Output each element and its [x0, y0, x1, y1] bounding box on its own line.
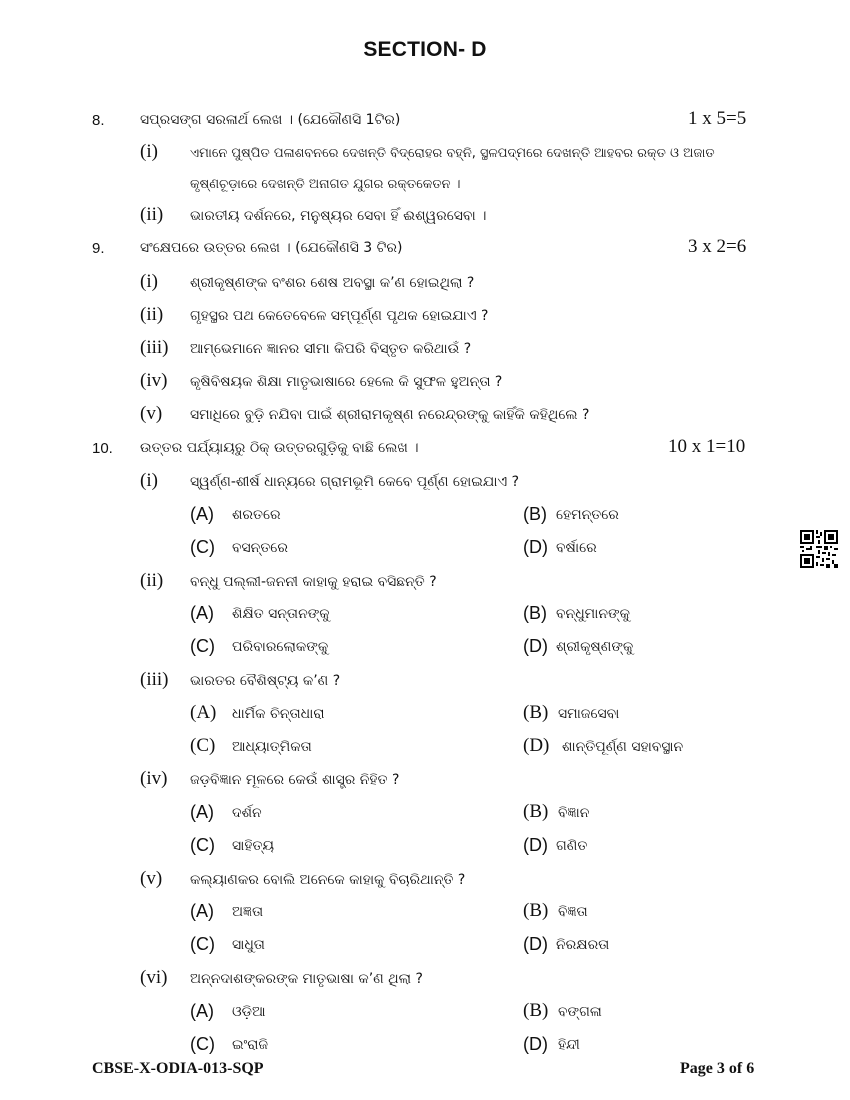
- option-label: (C): [190, 537, 215, 557]
- option-text: ଶିକ୍ଷିତ ସନ୍ତାନଙ୍କୁ: [232, 606, 330, 622]
- option-label: (D): [523, 537, 548, 557]
- passage-line: କୃଷ୍ଣଚୂଡ଼ାରେ ଦେଖନ୍ତି ଅନାଗତ ଯୁଗର ରକ୍ତକେତନ ।: [190, 177, 461, 192]
- option-label: (C): [190, 735, 216, 756]
- option-text: ଶରତରେ: [232, 507, 281, 523]
- option-text: ବନ୍ଧୁମାନଙ୍କୁ: [556, 606, 630, 622]
- sub-question-text: ଆମ୍ଭେମାନେ ଜ୍ଞାନର ସୀମା କିପରି ବିସ୍ତୃତ କରିଥାଉଁ ?: [190, 341, 472, 357]
- sub-question-label: (vi): [140, 967, 168, 988]
- sub-question-text: ଅନ୍ନଦାଶଙ୍କରଙ୍କ ମାତୃଭାଷା କ’ଣ ଥିଲା ?: [190, 971, 423, 987]
- option-text: ଅଜ୍ଞତା: [232, 904, 264, 920]
- question-marks: 3 x 2=6: [688, 236, 747, 257]
- question-number: 10.: [92, 440, 113, 457]
- sub-question-text: କଲ୍ୟାଣକର ବୋଲି ଅନେକେ କାହାକୁ ବିଚାରିଥାନ୍ତି ?: [190, 872, 466, 888]
- sub-question-text: ସମାଧିରେ ବୁଡ଼ି ନଯିବା ପାଇଁ ଶ୍ରୀରାମକୃଷ୍ଣ ନରେନ୍ଦ୍ରଙ୍କୁ କାହିଁକି କହିଥିଲେ ?: [190, 407, 590, 423]
- sub-question-text: ସ୍ୱର୍ଣ୍ଣ-ଶୀର୍ଷ ଧାନ୍ୟରେ ଗ୍ରାମଭୂମି କେବେ ପୂର୍ଣ୍ଣ ହୋଇଯାଏ ?: [190, 474, 520, 490]
- option-label: (C): [190, 1034, 215, 1054]
- question-marks: 10 x 1=10: [668, 436, 746, 457]
- sub-question-label: (v): [140, 403, 163, 424]
- option-text: ପରିବାରଲୋକଙ୍କୁ: [232, 639, 329, 655]
- option-text: ହେମନ୍ତରେ: [556, 507, 619, 523]
- option-text: ଓଡ଼ିଆ: [232, 1004, 266, 1020]
- sub-question-label: (iii): [140, 337, 169, 358]
- sub-question-label: (iii): [140, 669, 169, 690]
- page-number: Page 3 of 6: [680, 1060, 755, 1077]
- sub-question-text: ଭାରତର ବୈଶିଷ୍ଟ୍ୟ କ’ଣ ?: [190, 673, 341, 689]
- sub-question-text: ଜଡ଼ବିଜ୍ଞାନ ମୂଳରେ କେଉଁ ଶାସ୍ତ୍ର ନିହିତ ?: [190, 772, 400, 788]
- option-text: ଗଣିତ: [556, 838, 588, 854]
- option-label: (D): [523, 934, 548, 954]
- option-label: (B): [523, 603, 547, 623]
- option-label: (B): [523, 801, 549, 822]
- sub-question-text: ଶ୍ରୀକୃଷ୍ଣଙ୍କ ବଂଶର ଶେଷ ଅବସ୍ଥା କ’ଣ ହୋଇଥିଲା ?: [190, 275, 475, 291]
- question-number: 9.: [92, 240, 105, 257]
- sub-question-label: (ii): [140, 204, 164, 225]
- sub-question-label: (iv): [140, 370, 168, 391]
- option-label: (B): [523, 504, 547, 524]
- option-text: ଶ୍ରୀକୃଷ୍ଣଙ୍କୁ: [556, 639, 634, 655]
- paper-code: CBSE-X-ODIA-013-SQP: [92, 1060, 264, 1077]
- option-label: (C): [190, 835, 215, 855]
- section-title: SECTION- D: [363, 38, 487, 61]
- option-label: (A): [190, 603, 214, 623]
- qr-code-icon: [800, 530, 838, 568]
- sub-question-text: କୃଷିବିଷୟକ ଶିକ୍ଷା ମାତୃଭାଷାରେ ହେଲେ କି ସୁଫଳ ହୁଅନ୍ତା ?: [190, 374, 503, 390]
- option-label: (B): [523, 1000, 549, 1021]
- option-text: ହିନ୍ଦୀ: [558, 1037, 580, 1053]
- question-text: ସଂକ୍ଷେପରେ ଉତ୍ତର ଲେଖ । (ଯେକୌଣସି 3 ଟିର): [140, 240, 403, 256]
- option-label: (A): [190, 504, 214, 524]
- option-label: (B): [523, 702, 549, 723]
- sub-question-label: (iv): [140, 768, 168, 789]
- option-label: (A): [190, 901, 214, 921]
- option-text: ବର୍ଷାରେ: [556, 540, 597, 556]
- option-label: (D): [523, 735, 550, 756]
- option-label: (A): [190, 802, 214, 822]
- option-label: (C): [190, 636, 215, 656]
- sub-question-label: (i): [140, 141, 158, 162]
- option-label: (A): [190, 1001, 214, 1021]
- sub-question-label: (v): [140, 868, 163, 889]
- option-text: ଦର୍ଶନ: [232, 805, 262, 821]
- option-label: (D): [523, 636, 548, 656]
- question-text: ସପ୍ରସଙ୍ଗ ସରଳାର୍ଥ ଲେଖ । (ଯେକୌଣସି 1ଟିର): [140, 112, 401, 128]
- sub-question-label: (i): [140, 470, 158, 491]
- sub-question-text: ଗୃହସ୍ଥର ପଥ କେତେବେଳେ ସମ୍ପୂର୍ଣ୍ଣ ପୃଥକ ହୋଇଯାଏ ?: [190, 308, 489, 324]
- option-text: ନିରକ୍ଷରତା: [556, 937, 610, 953]
- sub-question-label: (ii): [140, 304, 164, 325]
- option-text: ସାହିତ୍ୟ: [232, 838, 275, 854]
- option-text: ବସନ୍ତରେ: [232, 540, 288, 556]
- question-text: ଉତ୍ତର ପର୍ଯ୍ୟାୟରୁ ଠିକ୍ ଉତ୍ତରଗୁଡ଼ିକୁ ବାଛି ଲେଖ ।: [140, 440, 419, 456]
- sub-question-label: (i): [140, 271, 158, 292]
- option-label: (D): [523, 1034, 548, 1054]
- option-text: ସାଧୁତା: [232, 937, 265, 953]
- option-label: (D): [523, 835, 548, 855]
- sub-question-label: (ii): [140, 570, 164, 591]
- option-text: ବିଜ୍ଞତା: [558, 904, 588, 920]
- option-text: ବଙ୍ଗଳା: [558, 1004, 602, 1020]
- sub-question-text: ବନ୍ଧୁ ପଲ୍ଲୀ-ଜନନୀ କାହାକୁ ହରାଇ ବସିଛନ୍ତି ?: [190, 574, 437, 590]
- option-label: (C): [190, 934, 215, 954]
- option-text: ସମାଜସେବା: [558, 706, 620, 722]
- option-label: (A): [190, 702, 217, 723]
- option-text: ଧାର୍ମିକ ଚିନ୍ତାଧାରା: [232, 706, 325, 722]
- option-text: ବିଜ୍ଞାନ: [558, 805, 590, 821]
- option-label: (B): [523, 900, 549, 921]
- passage-line: ଭାରତୀୟ ଦର୍ଶନରେ, ମନୁଷ୍ୟର ସେବା ହିଁ ଈଶ୍ୱରସେବା ।: [190, 208, 487, 224]
- option-text: ଶାନ୍ତିପୂର୍ଣ୍ଣ ସହାବସ୍ଥାନ: [562, 739, 684, 755]
- option-text: ଇଂରାଜି: [232, 1037, 269, 1053]
- question-number: 8.: [92, 112, 105, 129]
- question-marks: 1 x 5=5: [688, 108, 747, 129]
- option-text: ଆଧ୍ୟାତ୍ମିକତା: [232, 739, 312, 755]
- passage-line: ଏମାନେ ପୁଷ୍ପିତ ପଳାଶବନରେ ଦେଖନ୍ତି ବିଦ୍ରୋହର ବହ୍ନି, ସ୍ଥଳପଦ୍ମରେ ଦେଖନ୍ତି ଆହବର ରକ୍ତ ଓ ଅଜାତ: [190, 146, 715, 161]
